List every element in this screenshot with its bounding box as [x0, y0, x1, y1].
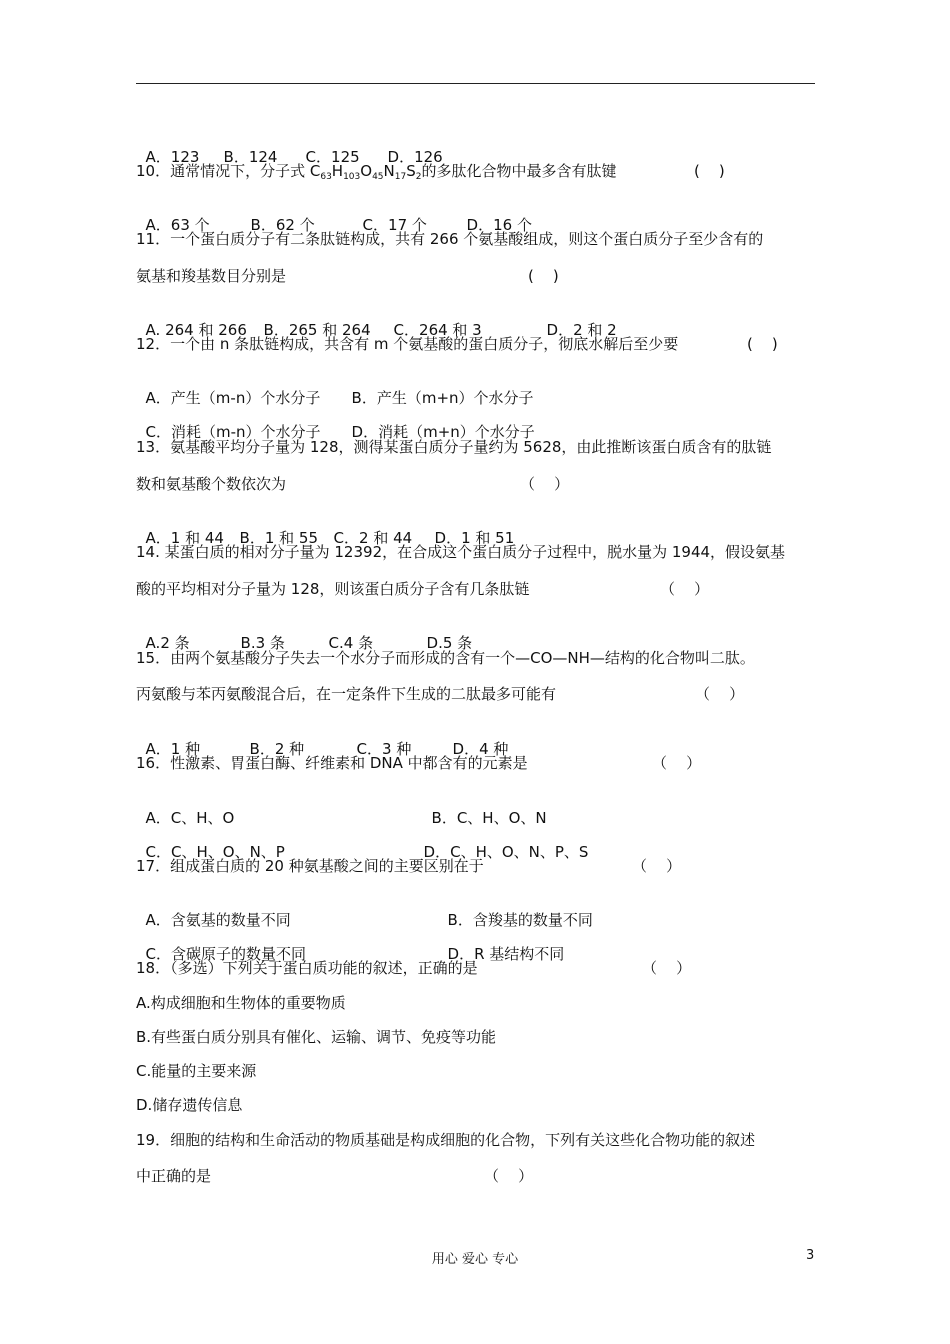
q17-options-ab: A．含氨基的数量不同 B．含羧基的数量不同	[145, 911, 593, 929]
q13-options: A．1 和 44 B．1 和 55 C．2 和 44 D．1 和 51	[145, 529, 515, 547]
q16-answer-bracket: （ ）	[652, 754, 702, 772]
q13-answer-bracket: （ ）	[520, 475, 570, 493]
header-rule	[136, 83, 815, 84]
q18-option-b: B.有些蛋白质分别具有催化、运输、调节、免疫等功能	[136, 1028, 497, 1046]
q17-stem: 17．组成蛋白质的 20 种氨基酸之间的主要区别在于	[136, 857, 484, 875]
q17-options-cd: C．含碳原子的数量不同 D．R 基结构不同	[145, 945, 565, 963]
q10-answer-bracket: ( )	[694, 162, 725, 180]
q18-option-d: D.储存遗传信息	[136, 1096, 243, 1114]
q18-option-a: A.构成细胞和生物体的重要物质	[136, 994, 346, 1012]
q19-stem-line2: 中正确的是	[136, 1167, 212, 1185]
q9-option-b: B．124	[223, 148, 278, 166]
q18-stem: 18．（多选）下列关于蛋白质功能的叙述，正确的是	[136, 959, 478, 977]
q18-option-c: C.能量的主要来源	[136, 1062, 257, 1080]
q9-option-d: D．126	[387, 148, 443, 166]
q13-stem-line2: 数和氨基酸个数依次为	[136, 475, 287, 493]
q15-options: A．1 种 B．2 种 C．3 种 D．4 种	[145, 740, 509, 758]
q11-stem-line2: 氨基和羧基数目分别是	[136, 267, 287, 285]
q12-answer-bracket: ( )	[747, 335, 778, 353]
page-number: 3	[806, 1248, 815, 1263]
q15-answer-bracket: （ ）	[695, 685, 745, 703]
q9-option-a: A．123	[145, 148, 200, 166]
q9-option-c: C．125	[305, 148, 360, 166]
q12-options-ab: A．产生（m-n）个水分子 B．产生（m+n）个水分子	[145, 389, 534, 407]
q12-stem: 12．一个由 n 条肽链构成，共含有 m 个氨基酸的蛋白质分子，彻底水解后至少要	[136, 335, 679, 353]
q10-options: A．63 个 B．62 个 C．17 个 D．16 个	[145, 216, 532, 234]
q16-options-cd: C．C、H、O、N、P D．C、H、O、N、P、S	[145, 843, 589, 861]
q11-answer-bracket: ( )	[528, 267, 559, 285]
q16-stem: 16．性激素、胃蛋白酶、纤维素和 DNA 中都含有的元素是	[136, 754, 528, 772]
q14-options: A.2 条 B.3 条 C.4 条 D.5 条	[145, 634, 473, 652]
q19-answer-bracket: （ ）	[484, 1167, 534, 1185]
q14-stem-line2: 酸的平均相对分子量为 128，则该蛋白质分子含有几条肽链	[136, 580, 530, 598]
q15-stem-line2: 丙氨酸与苯丙氨酸混合后，在一定条件下生成的二肽最多可能有	[136, 685, 557, 703]
q15-stem-line1: 15．由两个氨基酸分子失去一个水分子而形成的含有一个—CO—NH—结构的化合物叫二肽。	[136, 649, 755, 667]
q14-answer-bracket: （ ）	[660, 580, 710, 598]
q19-stem-line1: 19．细胞的结构和生命活动的物质基础是构成细胞的化合物，下列有关这些化合物功能的叙述	[136, 1131, 756, 1149]
q18-answer-bracket: （ ）	[642, 959, 692, 977]
q11-options: A. 264 和 266 B．265 和 264 C．264 和 3 D．2 和 2	[145, 321, 617, 339]
q14-stem-line1: 14. 某蛋白质的相对分子量为 12392，在合成这个蛋白质分子过程中，脱水量为 1944，假设氨基	[136, 543, 786, 561]
page-footer: 用心 爱心 专心	[431, 1252, 519, 1267]
q16-options-ab: A．C、H、O B．C、H、O、N	[145, 809, 547, 827]
q10-stem: 10．通常情况下，分子式 $C_{63}H_{103}O_{45}N_{17}S_2$的多肽化合物中最多含有肽键	[136, 162, 617, 182]
q17-answer-bracket: （ ）	[632, 857, 682, 875]
q11-stem-line1: 11．一个蛋白质分子有二条肽链构成，共有 266 个氨基酸组成，则这个蛋白质分子至少含有的	[136, 230, 764, 248]
q12-options-cd: C．消耗（m-n）个水分子 D．消耗（m+n）个水分子	[145, 423, 535, 441]
q13-stem-line1: 13．氨基酸平均分子量为 128，测得某蛋白质分子量约为 5628，由此推断该蛋白质含有的肽链	[136, 438, 772, 456]
